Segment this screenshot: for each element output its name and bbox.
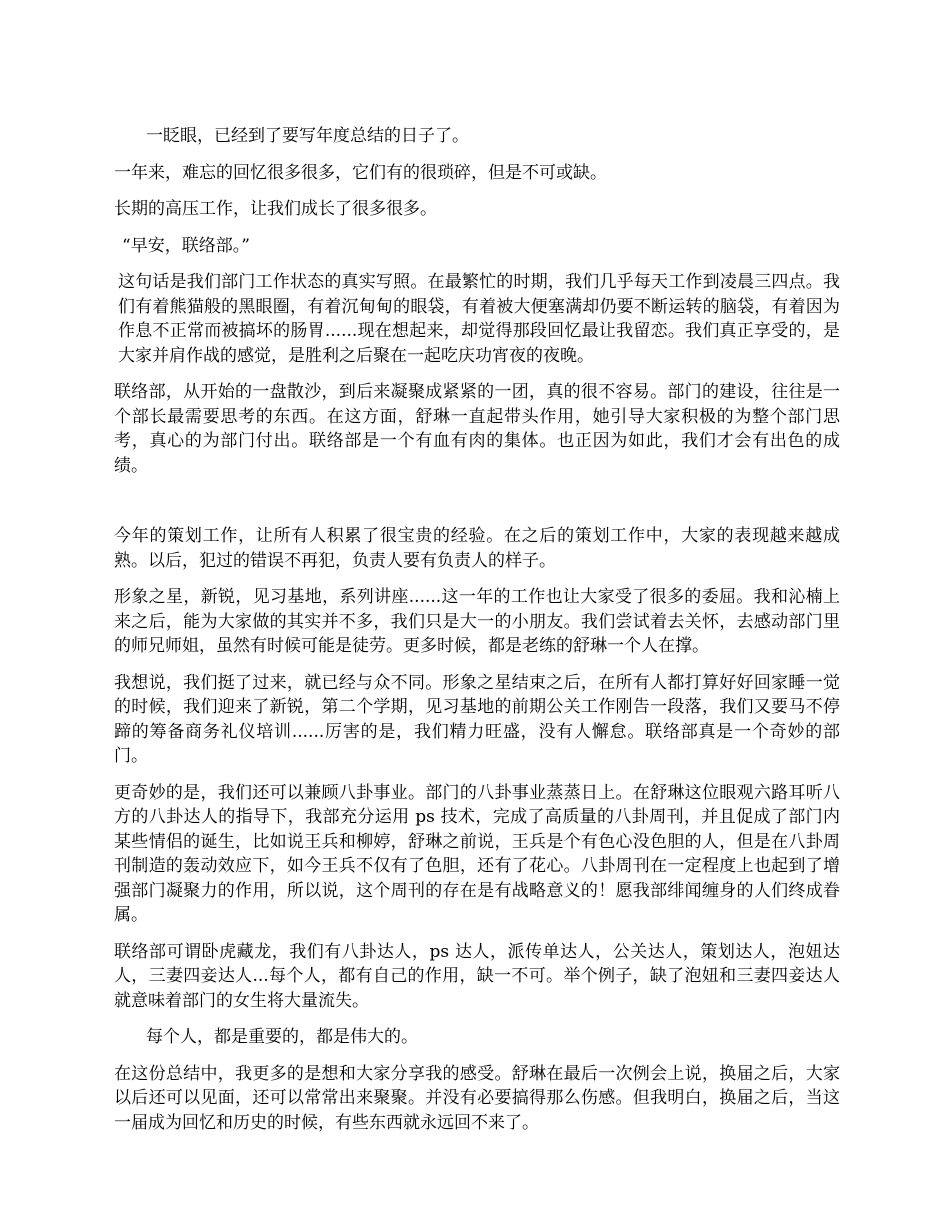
paragraph-greeting-quote: “早安，联络部。” [122,235,250,256]
paragraph-talents: 联络部可谓卧虎藏龙，我们有八卦达人，ps 达人，派传单达人，公关达人，策划达人，泡妞达人，三妻四妾达人...每个人，都有自己的作用，缺一不可。举个例子，缺了泡妞和三妻四妾达人就意味着部门的女生将大量流失。 [114,941,840,1011]
paragraph-perseverance: 我想说，我们挺了过来，就已经与众不同。形象之星结束之后，在所有人都打算好好回家睡一觉的时候，我们迎来了新锐，第二个学期，见习基地的前期公关工作刚告一段落，我们又要马不停蹄的筹备商务礼仪培训......厉害的是，我们精力旺盛，没有人懈怠。联络部真是一个奇妙的部门。 [114,672,840,766]
paragraph-planning-work: 今年的策划工作，让所有人积累了很宝贵的经验。在之后的策划工作中，大家的表现越来越成熟。以后，犯过的错误不再犯，负责人要有负责人的样子。 [114,526,840,571]
paragraph-closing: 在这份总结中，我更多的是想和大家分享我的感受。舒琳在最后一次例会上说，换届之后，大家以后还可以见面，还可以常常出来聚聚。并没有必要搞得那么伤感。但我明白，换届之后，当这一届成为回忆和历史的时候，有些东西就永远回不来了。 [114,1063,840,1133]
document-body [114,124,840,1147]
paragraph-everyone-important: 每个人，都是重要的，都是伟大的。 [146,1027,418,1047]
paragraph-gossip-weekly: 更奇妙的是，我们还可以兼顾八卦事业。部门的八卦事业蒸蒸日上。在舒琳这位眼观六路耳听八方的八卦达人的指导下，我部充分运用 ps 技术，完成了高质量的八卦周刊，并且促成了部门内某些情侣的诞生，比如说王兵和柳婷，舒琳之前说，王兵是个有色心没色胆的人，但是在八卦周刊制造的轰动效应下，如今王兵不仅有了色胆，还有了花心。八卦周刊在一定程度上也起到了增强部门凝聚力的作用，所以说，这个周刊的存在是有战略意义的！愿我部绯闻缠身的人们终成眷属。 [114,782,840,925]
paragraph-work-state: 这句话是我们部门工作状态的真实写照。在最繁忙的时期，我们几乎每天工作到凌晨三四点。我们有着熊猫般的黑眼圈，有着沉甸甸的眼袋，有着被大便塞满却仍要不断运转的脑袋，有着因为作息不正常而被搞坏的肠胃......现在想起来，却觉得那段回忆最让我留恋。我们真正享受的，是大家并肩作战的感觉，是胜利之后聚在一起吃庆功宵夜的夜晚。 [118,272,840,366]
paragraph-growth: 长期的高压工作，让我们成长了很多很多。 [114,199,437,219]
paragraph-memories: 一年来，难忘的回忆很多很多，它们有的很琐碎，但是不可或缺。 [114,162,607,183]
paragraph-department-building: 联络部，从开始的一盘散沙，到后来凝聚成紧紧的一团，真的很不容易。部门的建设，往往是一个部长最需要思考的东西。在这方面，舒琳一直起带头作用，她引导大家积极的为整个部门思考，真心的为部门付出。联络部是一个有血有肉的集体。也正因为如此，我们才会有出色的成绩。 [114,382,840,476]
paragraph-grievances: 形象之星，新锐，见习基地，系列讲座......这一年的工作也让大家受了很多的委屈。我和沁楠上来之后，能为大家做的其实并不多，我们只是大一的小朋友。我们尝试着去关怀，去感动部门里的师兄师姐，虽然有时候可能是徒劳。更多时候，都是老练的舒琳一个人在撑。 [114,587,840,656]
paragraph-opening: 一眨眼，已经到了要写年度总结的日子了。 [146,126,469,146]
